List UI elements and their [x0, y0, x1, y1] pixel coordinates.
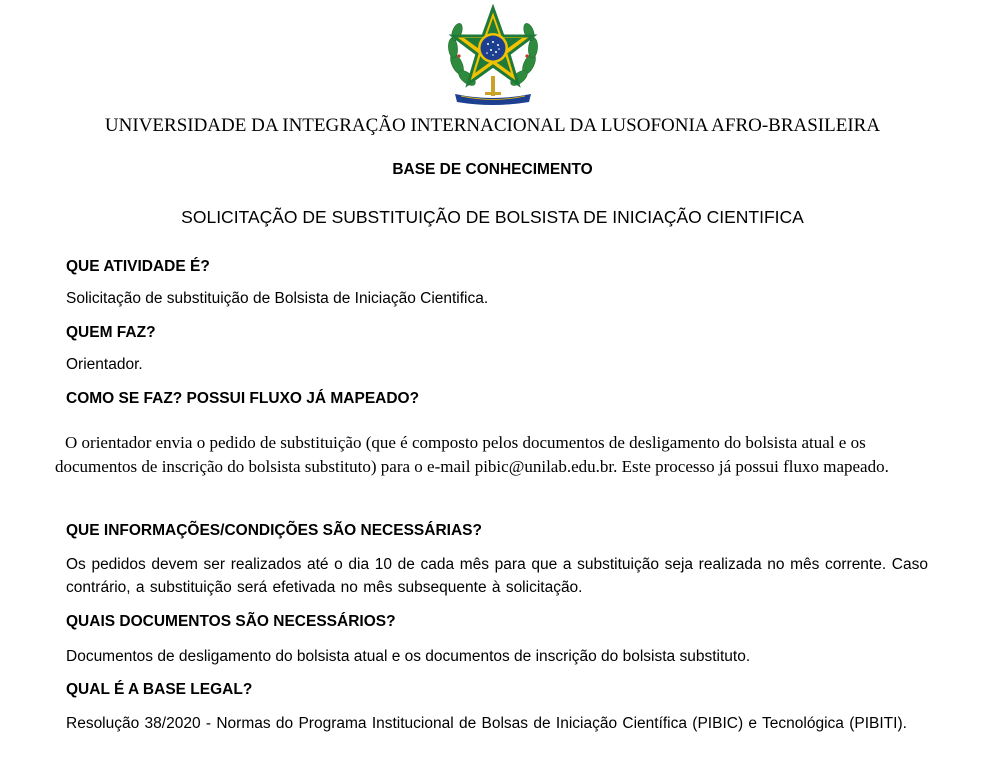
answer-text: O orientador envia o pedido de substituição (que é composto pelos documentos de desligamento do bolsista atual e os documentos de inscrição do bolsista substituto) para o e-mail pibic@unilab.edu.br. Este processo já possui fluxo mapeado. — [55, 433, 889, 476]
answer-text: Documentos de desligamento do bolsista atual e os documentos de inscrição do bolsista substituto. — [66, 648, 751, 665]
answer-text: Os pedidos devem ser realizados até o dia 10 de cada mês para que a substituição seja realizada no mês corrente. Caso contrário, a substituição será efetivada no mês subsequente à solicitação. — [66, 556, 928, 596]
answer-text: Orientador. — [66, 356, 143, 373]
question-heading: QUEM FAZ? — [66, 324, 156, 341]
question-heading: QUE ATIVIDADE É? — [66, 258, 210, 275]
answer-text: Resolução 38/2020 - Normas do Programa Institucional de Bolsas de Iniciação Científica (PIBIC) e Tecnológica (PIBITI). — [66, 715, 907, 732]
question-heading: QUE INFORMAÇÕES/CONDIÇÕES SÃO NECESSÁRIAS? — [66, 522, 482, 539]
brazil-coat-of-arms-icon — [443, 4, 543, 108]
question-heading: QUAL É A BASE LEGAL? — [66, 681, 253, 698]
question-heading: QUAIS DOCUMENTOS SÃO NECESSÁRIOS? — [66, 613, 396, 630]
answer-text: Solicitação de substituição de Bolsista de Iniciação Cientifica. — [66, 290, 489, 307]
section-heading: BASE DE CONHECIMENTO — [392, 161, 593, 178]
university-name: UNIVERSIDADE DA INTEGRAÇÃO INTERNACIONAL DA LUSOFONIA AFRO-BRASILEIRA — [104, 115, 881, 136]
document-title: SOLICITAÇÃO DE SUBSTITUIÇÃO DE BOLSISTA DE INICIAÇÃO CIENTIFICA — [181, 207, 804, 227]
question-heading: COMO SE FAZ? POSSUI FLUXO JÁ MAPEADO? — [66, 390, 420, 407]
